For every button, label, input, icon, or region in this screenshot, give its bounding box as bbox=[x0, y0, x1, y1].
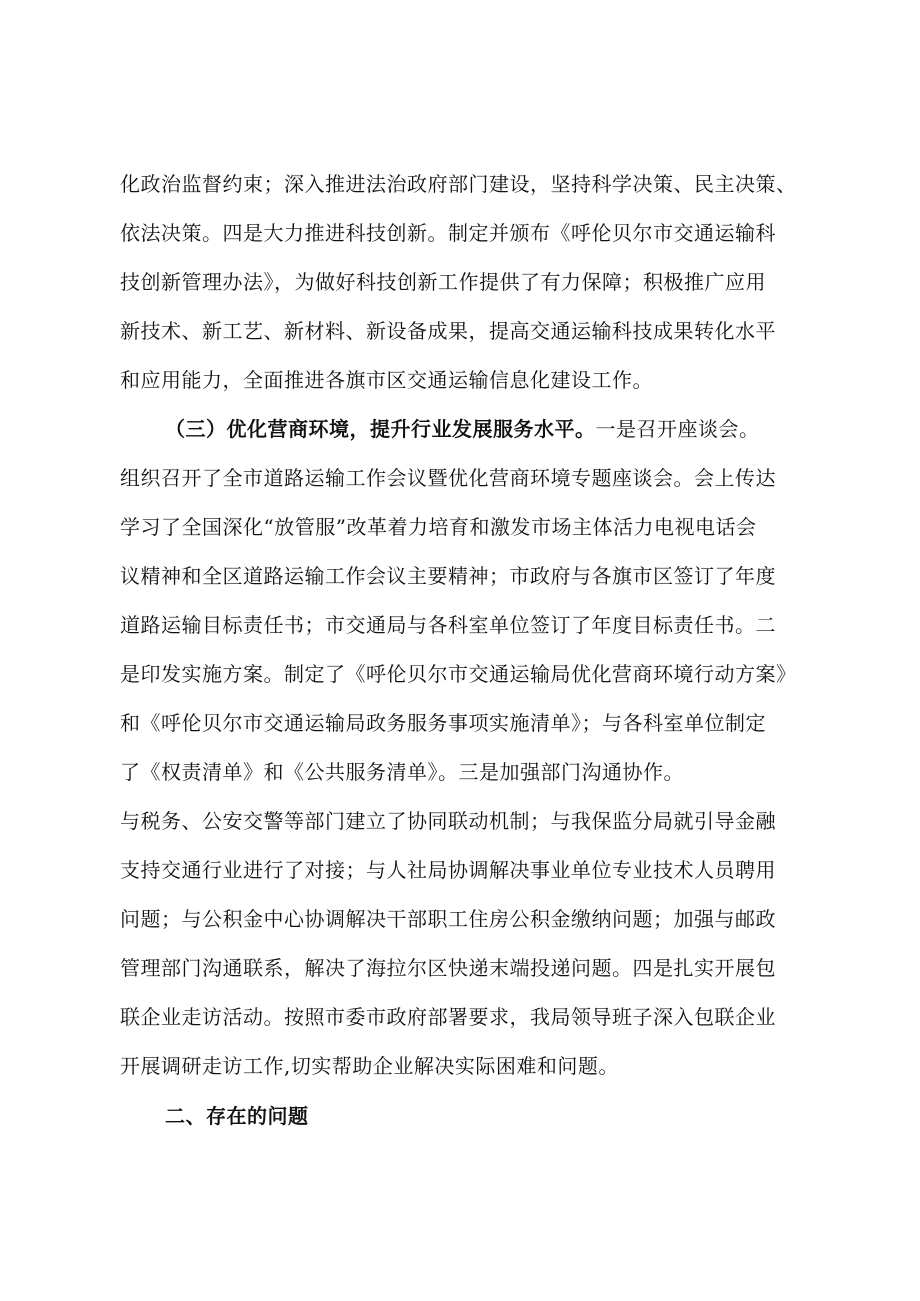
body-text-line: 组织召开了全市道路运输工作会议暨优化营商环境专题座谈会。会上传达 bbox=[120, 466, 776, 490]
body-text-line: 和应用能力，全面推进各旗市区交通运输信息化建设工作。 bbox=[120, 368, 653, 392]
body-text-line: 和《呼伦贝尔市交通运输局政务服务事项实施清单》；与各科室单位制定 bbox=[120, 711, 766, 735]
body-text-line: 管理部门沟通联系，解决了海拉尔区快递末端投递问题。四是扎实开展包 bbox=[120, 956, 776, 980]
body-text-line: 学习了全国深化“放管服”改革着力培育和激发市场主体活力电视电话会 bbox=[120, 515, 757, 539]
body-text-line: 新技术、新工艺、新材料、新设备成果，提高交通运输科技成果转化水平 bbox=[120, 319, 776, 343]
body-text-line: 道路运输目标责任书；市交通局与各科室单位签订了年度目标责任书。二 bbox=[120, 613, 776, 637]
body-text: 一是召开座谈会。 bbox=[595, 417, 760, 441]
body-text-line: 与税务、公安交警等部门建立了协同联动机制；与我保监分局就引导金融 bbox=[120, 809, 776, 833]
body-text-line: 议精神和全区道路运输工作会议主要精神；市政府与各旗市区签订了年度 bbox=[120, 564, 776, 588]
subsection-heading: （三）优化营商环境，提升行业发展服务水平。 bbox=[165, 417, 596, 441]
body-text-line: 联企业走访活动。按照市委市政府部署要求，我局领导班子深入包联企业 bbox=[120, 1005, 776, 1029]
body-text-line: 依法决策。四是大力推进科技创新。制定并颁布《呼伦贝尔市交通运输科 bbox=[120, 221, 776, 245]
body-text-line: 问题；与公积金中心协调解决干部职工住房公积金缴纳问题；加强与邮政 bbox=[120, 907, 776, 931]
body-text-line: 化政治监督约束；深入推进法治政府部门建设，坚持科学决策、民主决策、 bbox=[120, 172, 797, 196]
body-text-line: 是印发实施方案。制定了《呼伦贝尔市交通运输局优化营商环境行动方案》 bbox=[120, 662, 797, 686]
body-text-line: 开展调研走访工作,切实帮助企业解决实际困难和问题。 bbox=[120, 1054, 619, 1078]
section-heading: 二、存在的问题 bbox=[165, 1104, 309, 1128]
body-text-line: 支持交通行业进行了对接；与人社局协调解决事业单位专业技术人员聘用 bbox=[120, 858, 776, 882]
body-text-line: 技创新管理办法》，为做好科技创新工作提供了有力保障；积极推广应用 bbox=[120, 270, 766, 294]
body-text-line: 了《权责清单》和《公共服务清单》。三是加强部门沟通协作。 bbox=[120, 760, 684, 784]
subsection-line bbox=[165, 415, 825, 443]
